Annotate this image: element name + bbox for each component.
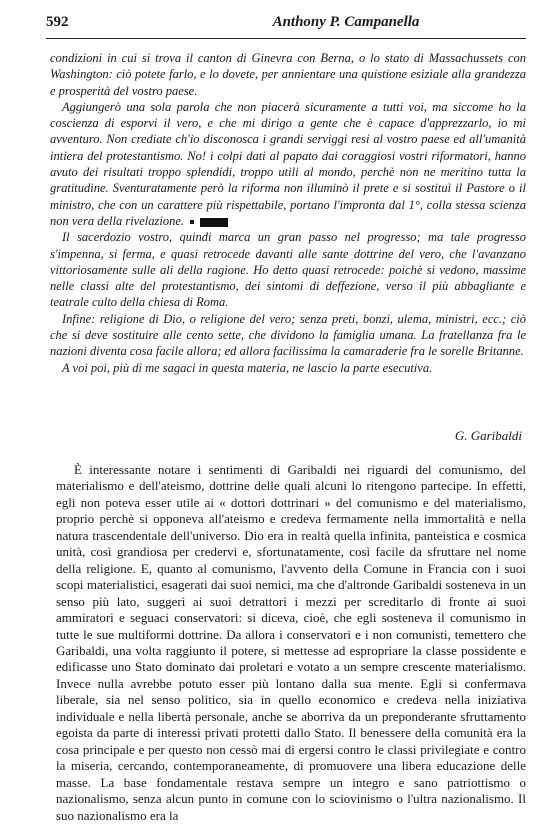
body-text	[56, 462, 526, 824]
quoted-letter	[50, 50, 526, 376]
page-number: 592	[46, 14, 69, 30]
body-paragraph: È interessante notare i sentimenti di Garibaldi nei riguardi del comunismo, del materialismo e dell'ateismo, dottrine delle quali alcuni lo ritengono partecipe. In effetti, egli non poteva esser utile ai « dottori dottrinari » del comunismo e del materialismo, proprio perchè si opponeva all'ateismo e credeva fermamente nella immortalità e nella natura trascendentale dell'universo. Dio era in realtà quella infinita, panteistica e cosmica unità, così grandiosa per credervi e, sfortunatamente, così facile da sfruttare nel nome della religione. E, quanto al comunismo, l'avvento della Comune in Francia con i suoi scopi materialistici, esagerati dai suoi nemici, ma che d'altronde Garibaldi sosteneva in un senso più lato, suggerì ai suoi detrattori i mezzi per screditarlo di fronte ai suoi ammiratori e seguaci conservatori: si diceva, cioè, che egli sosteneva il comunismo in tutte le sue multiformi dottrine. Da allora i conservatori e i non comunisti, temettero che Garibaldi, una volta raggiunto il potere, si mettesse ad espropriare la classe possidente e edificasse uno Stato dominato dai proletari e votato a un sempre crescente materialismo. Invece nulla avrebbe potuto esser più lontano dalla sua mente. Egli si confermava liberale, sia nel senso politico, sia in quello economico e credeva nella iniziativa individuale e nella libertà personale, anche se aborriva da un preponderante sfruttamento egoista da parte di interessi privati protetti dallo Stato. Il benessere della comunità era la cosa principale e per questo non cessò mai di ergersi contro le classi privilegiate e contro la miseria, cercando, contemporaneamente, di promuovere una libera educazione delle masse. La base fondamentale restava sempre un integro e sano patriottismo o nazionalismo, senza alcun punto in comune con lo sciovinismo o l'ultra nazionalismo. Il suo nazionalismo era la	[56, 462, 526, 823]
quote-paragraph-2: Aggiungerò una sola parola che non piacerà sicuramente a tutti voi, ma siccome ho la coscienza di esporvi il vero, e che mi dirigo a gente che è capace d'apprezzarlo, io mi avventuro. Non crediate ch'io disconosca i grandi serviggi resi al vostro paese ed all'umanità intiera del protestantismo. No! i colpi dati al papato dai coraggiosi vostri riformatori, hanno avuto dei risultati troppo splendidi, troppo utili al mondo, perchè non ne meritino tutta la gratitudine. Sventuratamente però la riforma non illuminò il prete e si sostituì il Pastore o il ministro, che con un carattere più rispettabile, portano l'impronta dal 1°, colla stessa scienza non vera della rivelazione.	[50, 99, 526, 228]
ink-bar-mark	[200, 218, 228, 227]
ink-dot-mark	[190, 220, 194, 224]
page-header	[46, 14, 526, 39]
signature: G. Garibaldi	[454, 428, 522, 443]
quote-paragraph-4: Infine: religione di Dio, o religione del vero; senza preti, bonzi, ulema, ministri, ecc.; ciò che si deve sostituire alle cento sette, che dividono la famiglia umana. La fratellanza fra le nazioni diventa cosa facile allora; ed allora facilissima la camaraderie fra le sorelle Britanne.	[50, 311, 526, 359]
running-head: Anthony P. Campanella	[272, 14, 420, 30]
quote-paragraph-5: A voi poi, più di me sagaci in questa materia, ne lascio la parte esecutiva.	[62, 360, 433, 375]
quote-paragraph-3: Il sacerdozio vostro, quindi marca un gran passo nel progresso; ma tale progresso s'impenna, si ferma, e quasi retrocede davanti alle sante dottrine del vero, che l'avanzano vittoriosamente sulle ali della ragione. Ho detto quasi retrocede: poichè si vedono, massime nelle classi alte del protestantismo, dei sintomi di deffezione, verso il più abbagliante e teatrale culto della chiesa di Roma.	[50, 230, 526, 310]
quote-paragraph-1: condizioni in cui si trova il canton di Ginevra con Berna, o lo stato di Massachussets con Washington: ciò potete farlo, e lo dovete, per annientare una quistione esiziale alla grandezza e prosperità del vostro paese.	[50, 51, 526, 98]
